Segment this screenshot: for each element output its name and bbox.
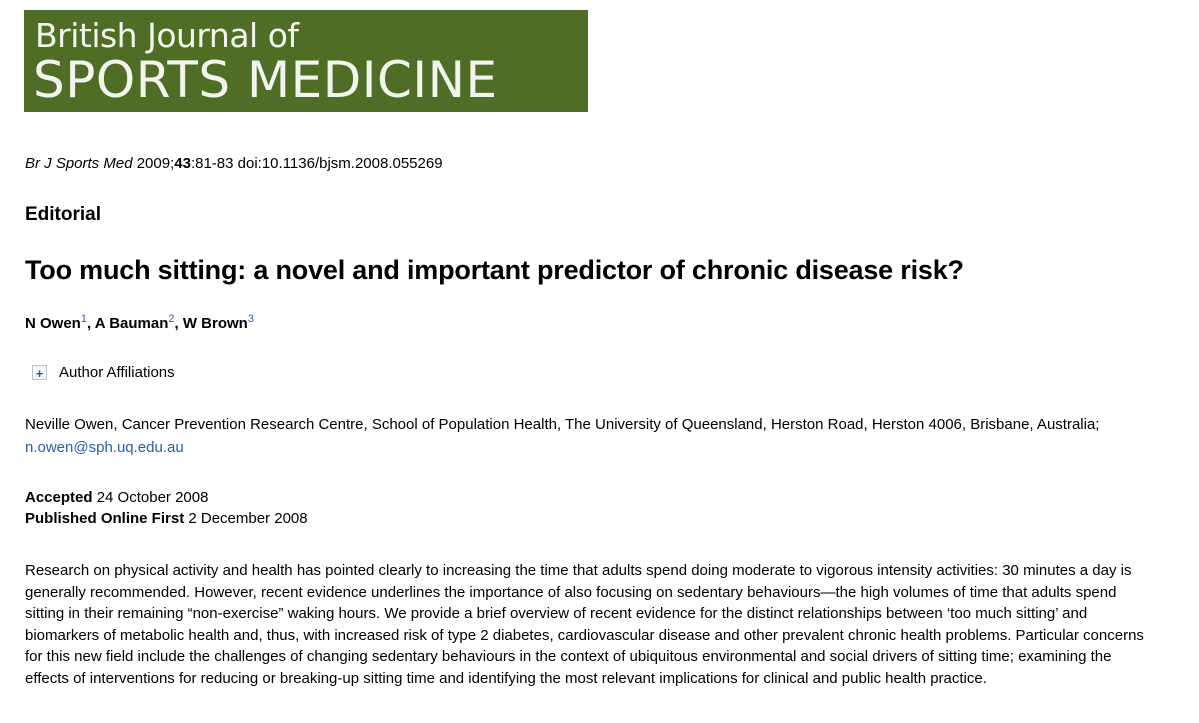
author-affiliation-ref[interactable]: 1: [80, 313, 87, 325]
citation-year: 2009;: [132, 155, 175, 172]
citation-journal: Br J Sports Med: [25, 155, 133, 172]
citation-line: [25, 155, 443, 172]
correspondence-address: Neville Owen, Cancer Prevention Research Centre, School of Population Health, The University of Queensland, Herston Road, Herston 4006, Brisbane, Australia;: [25, 416, 1100, 433]
author-separator: ,: [86, 315, 95, 332]
author-affiliations-label[interactable]: Author Affiliations: [59, 364, 175, 381]
accepted-value: 24 October 2008: [92, 489, 209, 506]
accepted-label: Accepted: [25, 489, 93, 506]
published-label: Published Online First: [25, 510, 185, 527]
article-section-label: Editorial: [25, 204, 102, 225]
author-name: N Owen: [25, 315, 81, 332]
author-name: W Brown: [182, 315, 248, 332]
author-affiliation-ref[interactable]: 3: [247, 313, 254, 325]
banner-line-1: British Journal of: [35, 16, 299, 55]
author-name: A Bauman: [94, 315, 169, 332]
published-value: 2 December 2008: [184, 510, 308, 527]
author-list: [25, 313, 254, 332]
citation-volume: 43: [174, 155, 191, 172]
article-abstract: Research on physical activity and health has pointed clearly to increasing the time that adults spend doing moderate to vigorous intensity activities: 30 minutes a day is generally recommended. However, recent evidence underlines the importance of also focusing on sedentary behaviours—the high volumes of time that adults spend sitting in their remaining “non-exercise” waking hours. We provide a brief overview of recent evidence for the distinct relationships between ‘too much sitting’ and biomarkers of metabolic health and, thus, with increased risk of type 2 diabetes, cardiovascular disease and other prevalent chronic health problems. Particular concerns for this new field include the challenges of changing sedentary behaviours in the context of ubiquitous environmental and social drivers of sitting time; examining the effects of interventions for reducing or breaking-up sitting time and identifying the most relevant implications for clinical and public health practice.: [25, 562, 1144, 687]
banner-line-2: SPORTS MEDICINE: [33, 51, 498, 109]
correspondence-block: [25, 413, 1099, 459]
published-date-row: [25, 508, 308, 529]
article-dates: [25, 487, 308, 529]
accepted-date-row: [25, 487, 308, 508]
citation-pages-doi: :81-83 doi:10.1136/bjsm.2008.055269: [190, 155, 443, 172]
expand-plus-icon[interactable]: +: [32, 365, 47, 380]
article-title: Too much sitting: a novel and important predictor of chronic disease risk?: [25, 255, 964, 285]
author-separator: ,: [174, 315, 183, 332]
author-affiliations-toggle[interactable]: [32, 364, 175, 381]
journal-banner-logo: [24, 10, 588, 112]
correspondence-email-link[interactable]: n.owen@sph.uq.edu.au: [25, 439, 184, 456]
author-affiliation-ref[interactable]: 2: [168, 313, 175, 325]
